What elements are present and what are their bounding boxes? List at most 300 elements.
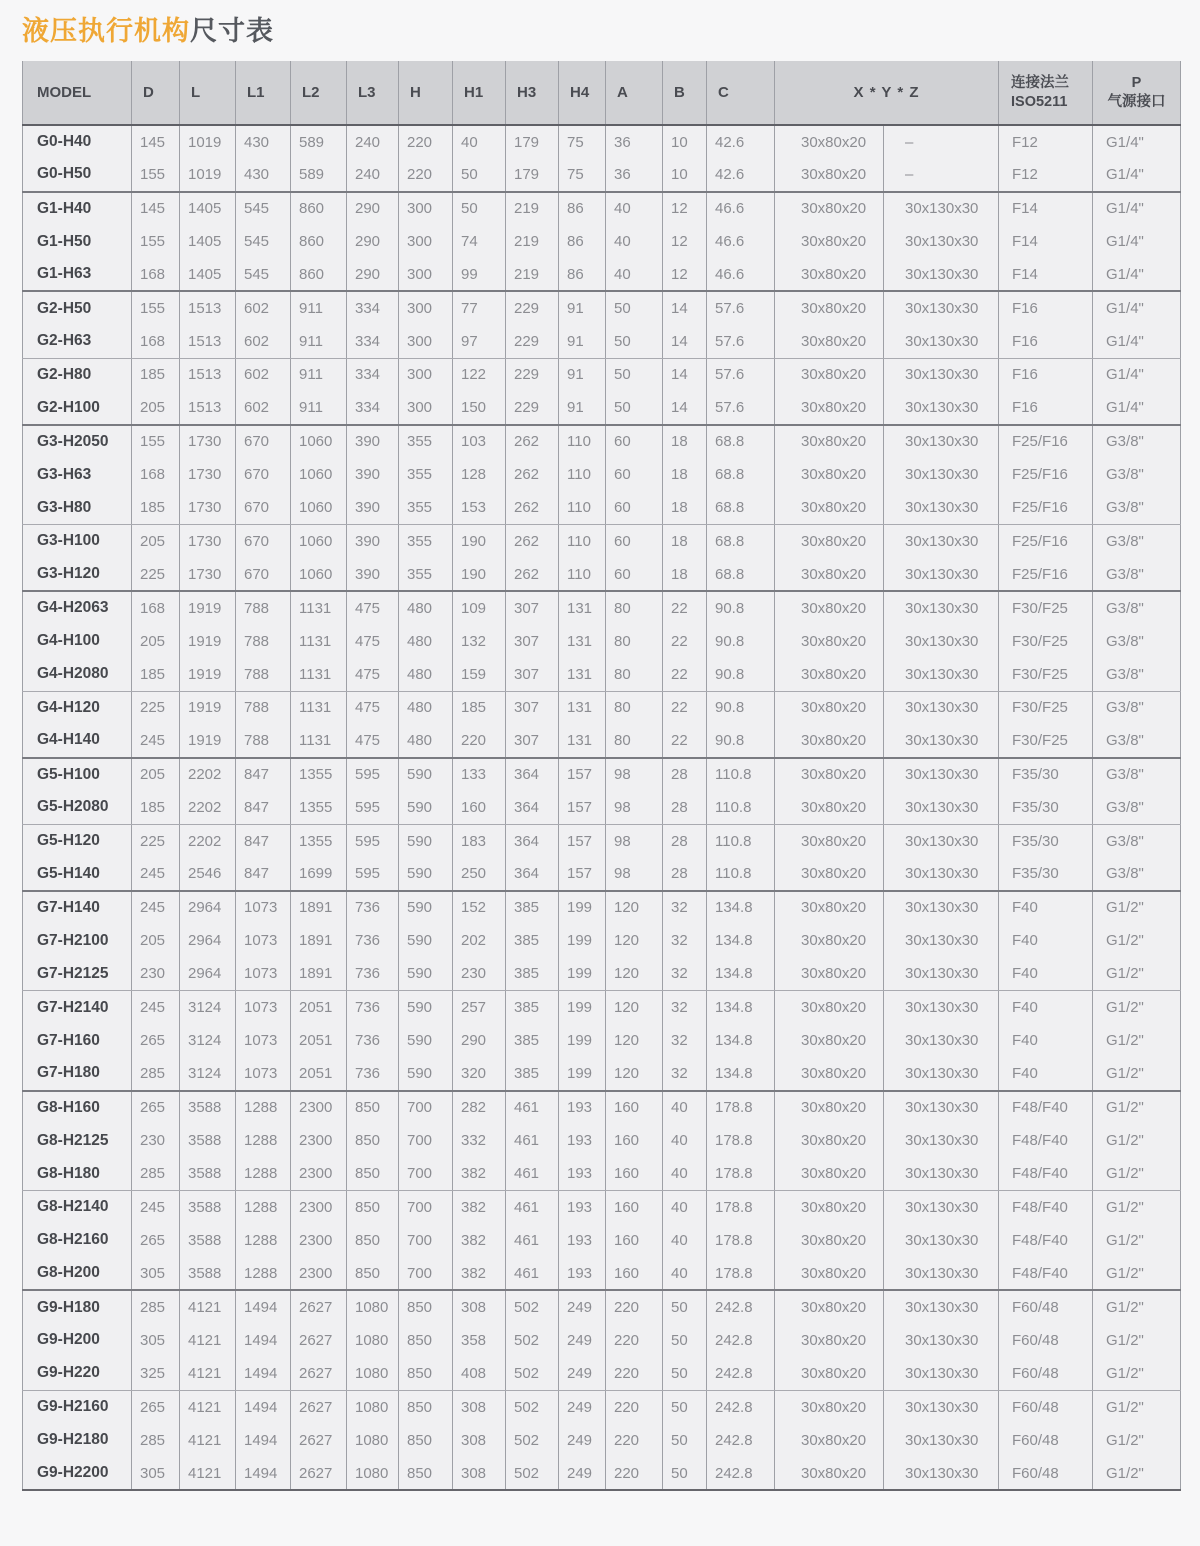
model-cell: G9-H2160 — [37, 1398, 109, 1416]
value-cell: 230 — [132, 957, 180, 990]
value-cell: 1730 — [180, 558, 236, 591]
table-row — [23, 1024, 1181, 1057]
value-cell: 285 — [132, 1157, 180, 1190]
value-cell: 265 — [132, 1224, 180, 1257]
value-cell: 385 — [506, 924, 559, 957]
value-cell: 430 — [236, 125, 291, 158]
value-cell: 153 — [453, 491, 506, 524]
value-cell: 131 — [559, 624, 606, 657]
table-row — [23, 724, 1181, 757]
table-row — [23, 1424, 1181, 1457]
value-cell: 134.8 — [707, 891, 775, 924]
value-cell: 220 — [606, 1390, 663, 1423]
value-cell: 355 — [399, 425, 453, 458]
model-cell: G4-H140 — [23, 724, 132, 757]
value-cell: 249 — [559, 1390, 606, 1423]
value-cell: 290 — [347, 192, 399, 225]
value-cell: 390 — [347, 458, 399, 491]
value-cell: 22 — [663, 724, 707, 757]
value-cell: F30/F25 — [999, 624, 1093, 657]
value-cell: 850 — [399, 1424, 453, 1457]
value-cell: 30x80x20 — [775, 225, 884, 258]
value-cell: 30x80x20 — [775, 1290, 884, 1323]
value-cell: 60 — [606, 458, 663, 491]
value-cell: 308 — [453, 1424, 506, 1457]
value-cell: 30x80x20 — [775, 1224, 884, 1257]
value-cell: 245 — [132, 1191, 180, 1224]
value-cell: 1513 — [180, 325, 236, 358]
value-cell: 90.8 — [707, 724, 775, 757]
header-d: D — [132, 61, 180, 125]
value-cell: 183 — [453, 824, 506, 857]
value-cell: 602 — [236, 358, 291, 391]
value-cell: 265 — [132, 1024, 180, 1057]
value-cell: G1/4" — [1093, 125, 1181, 158]
table-row — [23, 1157, 1181, 1190]
value-cell: 205 — [132, 624, 180, 657]
header-h4: H4 — [559, 61, 606, 125]
value-cell: 1080 — [347, 1357, 399, 1390]
value-cell: 75 — [559, 158, 606, 191]
header-l3: L3 — [347, 61, 399, 125]
value-cell: 2300 — [291, 1224, 347, 1257]
value-cell: 30x80x20 — [775, 1390, 884, 1423]
value-cell: 30x130x30 — [884, 824, 999, 857]
value-cell: 60 — [606, 558, 663, 591]
value-cell: 131 — [559, 724, 606, 757]
value-cell: 98 — [606, 791, 663, 824]
table-row — [23, 1124, 1181, 1157]
value-cell: 220 — [606, 1424, 663, 1457]
value-cell: 307 — [506, 624, 559, 657]
value-cell: 3588 — [180, 1091, 236, 1124]
page-title-highlight: 液压执行机构 — [22, 16, 190, 46]
value-cell: 30x130x30 — [884, 1224, 999, 1257]
value-cell: 32 — [663, 1024, 707, 1057]
value-cell: 2300 — [291, 1157, 347, 1190]
model-cell: G1-H50 — [37, 232, 92, 250]
model-cell: G1-H40 — [37, 199, 92, 217]
value-cell: 736 — [347, 1057, 399, 1090]
value-cell: 595 — [347, 758, 399, 791]
table-row — [23, 158, 1181, 191]
model-cell: G8-H2160 — [37, 1231, 109, 1249]
value-cell: 850 — [399, 1290, 453, 1323]
model-cell: G9-H200 — [37, 1331, 100, 1349]
value-cell: 18 — [663, 458, 707, 491]
value-cell: 1288 — [236, 1191, 291, 1224]
value-cell: 18 — [663, 491, 707, 524]
value-cell: 1405 — [180, 225, 236, 258]
value-cell: 308 — [453, 1290, 506, 1323]
value-cell: 1288 — [236, 1224, 291, 1257]
value-cell: 145 — [132, 125, 180, 158]
model-cell: G9-H2180 — [37, 1431, 109, 1449]
value-cell: 502 — [506, 1324, 559, 1357]
value-cell: 80 — [606, 658, 663, 691]
value-cell: 30x130x30 — [884, 1390, 999, 1423]
model-cell: G1-H63 — [23, 258, 132, 291]
value-cell: F14 — [999, 225, 1093, 258]
value-cell: 290 — [453, 1024, 506, 1057]
value-cell: 290 — [347, 258, 399, 291]
value-cell: 50 — [606, 358, 663, 391]
value-cell: 157 — [559, 791, 606, 824]
value-cell: 199 — [559, 924, 606, 957]
value-cell: 736 — [347, 957, 399, 990]
value-cell: 30x80x20 — [775, 1257, 884, 1290]
model-cell: G8-H2140 — [37, 1198, 109, 1216]
value-cell: G1/2" — [1093, 957, 1181, 990]
value-cell: 545 — [236, 225, 291, 258]
model-cell: G5-H100 — [37, 765, 100, 783]
table-row — [23, 1057, 1181, 1090]
value-cell: 168 — [132, 325, 180, 358]
value-cell: 4121 — [180, 1424, 236, 1457]
value-cell: 68.8 — [707, 525, 775, 558]
value-cell: 1288 — [236, 1257, 291, 1290]
value-cell: G1/2" — [1093, 991, 1181, 1024]
value-cell: 90.8 — [707, 691, 775, 724]
value-cell: F16 — [999, 358, 1093, 391]
value-cell: G3/8" — [1093, 458, 1181, 491]
value-cell: 225 — [132, 824, 180, 857]
value-cell: 30x80x20 — [775, 458, 884, 491]
value-cell: 700 — [399, 1157, 453, 1190]
header-h3: H3 — [506, 61, 559, 125]
value-cell: 193 — [559, 1257, 606, 1290]
value-cell: 18 — [663, 425, 707, 458]
value-cell: 30x80x20 — [775, 1324, 884, 1357]
value-cell: 788 — [236, 624, 291, 657]
header-a: A — [606, 61, 663, 125]
model-cell: G3-H120 — [23, 558, 132, 591]
value-cell: 30x80x20 — [775, 358, 884, 391]
value-cell: 847 — [236, 758, 291, 791]
value-cell: 68.8 — [707, 458, 775, 491]
value-cell: G1/2" — [1093, 1091, 1181, 1124]
value-cell: 382 — [453, 1157, 506, 1190]
value-cell: 2202 — [180, 791, 236, 824]
value-cell: G3/8" — [1093, 425, 1181, 458]
value-cell: 1131 — [291, 658, 347, 691]
value-cell: F25/F16 — [999, 558, 1093, 591]
value-cell: 30x80x20 — [775, 192, 884, 225]
value-cell: F25/F16 — [999, 425, 1093, 458]
value-cell: 480 — [399, 691, 453, 724]
value-cell: G1/2" — [1093, 1257, 1181, 1290]
value-cell: F60/48 — [999, 1290, 1093, 1323]
value-cell: 595 — [347, 858, 399, 891]
value-cell: 245 — [132, 891, 180, 924]
value-cell: F48/F40 — [999, 1124, 1093, 1157]
value-cell: 229 — [506, 325, 559, 358]
value-cell: 1288 — [236, 1124, 291, 1157]
value-cell: 134.8 — [707, 991, 775, 1024]
header-air-port-line2: 气源接口 — [1107, 93, 1166, 110]
value-cell: 1080 — [347, 1390, 399, 1423]
value-cell: 788 — [236, 658, 291, 691]
value-cell: 30x80x20 — [775, 125, 884, 158]
value-cell: 122 — [453, 358, 506, 391]
value-cell: 850 — [347, 1224, 399, 1257]
value-cell: 229 — [506, 358, 559, 391]
table-row — [23, 125, 1181, 158]
value-cell: 1131 — [291, 624, 347, 657]
value-cell: 670 — [236, 425, 291, 458]
value-cell: 220 — [606, 1457, 663, 1490]
value-cell: 2300 — [291, 1124, 347, 1157]
model-cell: G7-H2140 — [37, 998, 109, 1016]
value-cell: 670 — [236, 525, 291, 558]
value-cell: 334 — [347, 325, 399, 358]
value-cell: 364 — [506, 858, 559, 891]
value-cell: G3/8" — [1093, 724, 1181, 757]
value-cell: 475 — [347, 624, 399, 657]
value-cell: 134.8 — [707, 1057, 775, 1090]
value-cell: 28 — [663, 791, 707, 824]
value-cell: 475 — [347, 724, 399, 757]
value-cell: 30x130x30 — [884, 624, 999, 657]
value-cell: G1/2" — [1093, 924, 1181, 957]
header-l1: L1 — [236, 61, 291, 125]
value-cell: 590 — [399, 1024, 453, 1057]
value-cell: 199 — [559, 1024, 606, 1057]
value-cell: 30x130x30 — [884, 1424, 999, 1457]
value-cell: 355 — [399, 491, 453, 524]
value-cell: 700 — [399, 1191, 453, 1224]
model-cell: G8-H180 — [23, 1157, 132, 1190]
value-cell: 160 — [453, 791, 506, 824]
value-cell: 68.8 — [707, 558, 775, 591]
header-xyz: X * Y * Z — [775, 61, 999, 125]
value-cell: 1494 — [236, 1357, 291, 1390]
value-cell: 30x80x20 — [775, 325, 884, 358]
value-cell: 80 — [606, 724, 663, 757]
value-cell: 30x130x30 — [884, 425, 999, 458]
value-cell: 30x130x30 — [884, 1057, 999, 1090]
value-cell: F30/F25 — [999, 691, 1093, 724]
value-cell: 305 — [132, 1324, 180, 1357]
value-cell: G1/2" — [1093, 1124, 1181, 1157]
header-air-port-line1: P — [1131, 74, 1142, 91]
value-cell: F16 — [999, 325, 1093, 358]
value-cell: 305 — [132, 1457, 180, 1490]
value-cell: 30x130x30 — [884, 1357, 999, 1390]
value-cell: 132 — [453, 624, 506, 657]
value-cell: 1131 — [291, 591, 347, 624]
value-cell: 590 — [399, 758, 453, 791]
table-row — [23, 1324, 1181, 1357]
value-cell: 160 — [606, 1257, 663, 1290]
value-cell: 2627 — [291, 1424, 347, 1457]
value-cell: 1060 — [291, 425, 347, 458]
value-cell: 390 — [347, 558, 399, 591]
value-cell: 1355 — [291, 791, 347, 824]
value-cell: 30x130x30 — [884, 891, 999, 924]
value-cell: 1060 — [291, 491, 347, 524]
value-cell: 3124 — [180, 991, 236, 1024]
table-row — [23, 1191, 1181, 1224]
value-cell: 1513 — [180, 358, 236, 391]
value-cell: 193 — [559, 1091, 606, 1124]
value-cell: 30x130x30 — [884, 691, 999, 724]
value-cell: F25/F16 — [999, 525, 1093, 558]
value-cell: 1080 — [347, 1324, 399, 1357]
value-cell: 250 — [453, 858, 506, 891]
value-cell: 178.8 — [707, 1157, 775, 1190]
model-cell: G4-H2080 — [23, 658, 132, 691]
value-cell: 30x130x30 — [884, 258, 999, 291]
value-cell: 242.8 — [707, 1357, 775, 1390]
table-row — [23, 1257, 1181, 1290]
value-cell: 245 — [132, 991, 180, 1024]
value-cell: 32 — [663, 924, 707, 957]
value-cell: 850 — [347, 1157, 399, 1190]
value-cell: 300 — [399, 358, 453, 391]
table-row — [23, 957, 1181, 990]
value-cell: 1019 — [180, 125, 236, 158]
value-cell: G3/8" — [1093, 624, 1181, 657]
value-cell: F60/48 — [999, 1457, 1093, 1490]
value-cell: 382 — [453, 1191, 506, 1224]
model-cell: G7-H140 — [37, 898, 100, 916]
value-cell: 382 — [453, 1224, 506, 1257]
value-cell: 590 — [399, 991, 453, 1024]
value-cell: F40 — [999, 991, 1093, 1024]
value-cell: 110 — [559, 458, 606, 491]
value-cell: 590 — [399, 824, 453, 857]
value-cell: 480 — [399, 724, 453, 757]
value-cell: 46.6 — [707, 192, 775, 225]
table-row — [23, 1091, 1181, 1124]
value-cell: 242.8 — [707, 1290, 775, 1323]
value-cell: 30x130x30 — [884, 391, 999, 424]
value-cell: 160 — [606, 1157, 663, 1190]
value-cell: 308 — [453, 1390, 506, 1423]
value-cell: 120 — [606, 891, 663, 924]
value-cell: 155 — [132, 225, 180, 258]
value-cell: 190 — [453, 525, 506, 558]
model-cell: G4-H2063 — [37, 599, 109, 617]
table-row — [23, 325, 1181, 358]
header-l: L — [180, 61, 236, 125]
value-cell: 199 — [559, 891, 606, 924]
value-cell: 502 — [506, 1457, 559, 1490]
value-cell: 788 — [236, 591, 291, 624]
model-cell: G2-H80 — [37, 365, 92, 383]
value-cell: 220 — [399, 158, 453, 191]
table-row — [23, 1457, 1181, 1490]
value-cell: 30x130x30 — [884, 458, 999, 491]
value-cell: 1730 — [180, 458, 236, 491]
value-cell: 50 — [663, 1457, 707, 1490]
value-cell: 40 — [663, 1224, 707, 1257]
value-cell: 193 — [559, 1157, 606, 1190]
value-cell: 1080 — [347, 1290, 399, 1323]
value-cell: 30x130x30 — [884, 192, 999, 225]
value-cell: 90.8 — [707, 591, 775, 624]
value-cell: 1073 — [236, 1024, 291, 1057]
value-cell: 461 — [506, 1224, 559, 1257]
value-cell: 1919 — [180, 658, 236, 691]
value-cell: 109 — [453, 591, 506, 624]
value-cell: 4121 — [180, 1457, 236, 1490]
value-cell: 30x80x20 — [775, 824, 884, 857]
value-cell: 2627 — [291, 1357, 347, 1390]
value-cell: F60/48 — [999, 1324, 1093, 1357]
value-cell: 199 — [559, 1057, 606, 1090]
value-cell: F16 — [999, 391, 1093, 424]
value-cell: 40 — [606, 192, 663, 225]
value-cell: F40 — [999, 924, 1093, 957]
value-cell: – — [884, 158, 999, 191]
value-cell: 2202 — [180, 824, 236, 857]
value-cell: 461 — [506, 1257, 559, 1290]
value-cell: 50 — [606, 391, 663, 424]
model-cell: G7-H2100 — [37, 931, 109, 949]
value-cell: F35/30 — [999, 858, 1093, 891]
value-cell: 364 — [506, 758, 559, 791]
value-cell: 30x130x30 — [884, 658, 999, 691]
table-row — [23, 1224, 1181, 1257]
value-cell: 332 — [453, 1124, 506, 1157]
value-cell: 1730 — [180, 491, 236, 524]
value-cell: 242.8 — [707, 1390, 775, 1423]
header-l2: L2 — [291, 61, 347, 125]
value-cell: 10 — [663, 158, 707, 191]
value-cell: 30x130x30 — [884, 758, 999, 791]
value-cell: 589 — [291, 125, 347, 158]
value-cell: 202 — [453, 924, 506, 957]
value-cell: 700 — [399, 1091, 453, 1124]
value-cell: 152 — [453, 891, 506, 924]
value-cell: 4121 — [180, 1390, 236, 1423]
value-cell: 168 — [132, 258, 180, 291]
value-cell: 307 — [506, 724, 559, 757]
table-row — [23, 791, 1181, 824]
value-cell: F48/F40 — [999, 1224, 1093, 1257]
value-cell: 1288 — [236, 1157, 291, 1190]
value-cell: F14 — [999, 258, 1093, 291]
value-cell: 1060 — [291, 458, 347, 491]
value-cell: G1/4" — [1093, 225, 1181, 258]
value-cell: 300 — [399, 225, 453, 258]
value-cell: 382 — [453, 1257, 506, 1290]
value-cell: G3/8" — [1093, 691, 1181, 724]
value-cell: 307 — [506, 691, 559, 724]
model-cell: G8-H200 — [23, 1257, 132, 1290]
value-cell: 205 — [132, 525, 180, 558]
value-cell: 1494 — [236, 1424, 291, 1457]
value-cell: 40 — [606, 258, 663, 291]
model-cell: G3-H80 — [23, 491, 132, 524]
value-cell: 1494 — [236, 1390, 291, 1423]
value-cell: 30x130x30 — [884, 491, 999, 524]
value-cell: 1513 — [180, 391, 236, 424]
value-cell: 850 — [347, 1191, 399, 1224]
value-cell: 77 — [453, 291, 506, 324]
value-cell: G1/2" — [1093, 1157, 1181, 1190]
value-cell: 155 — [132, 291, 180, 324]
value-cell: 265 — [132, 1390, 180, 1423]
value-cell: 911 — [291, 325, 347, 358]
model-cell: G8-H160 — [37, 1098, 100, 1116]
value-cell: 30x80x20 — [775, 425, 884, 458]
value-cell: 3588 — [180, 1124, 236, 1157]
value-cell: 249 — [559, 1424, 606, 1457]
value-cell: 1288 — [236, 1091, 291, 1124]
